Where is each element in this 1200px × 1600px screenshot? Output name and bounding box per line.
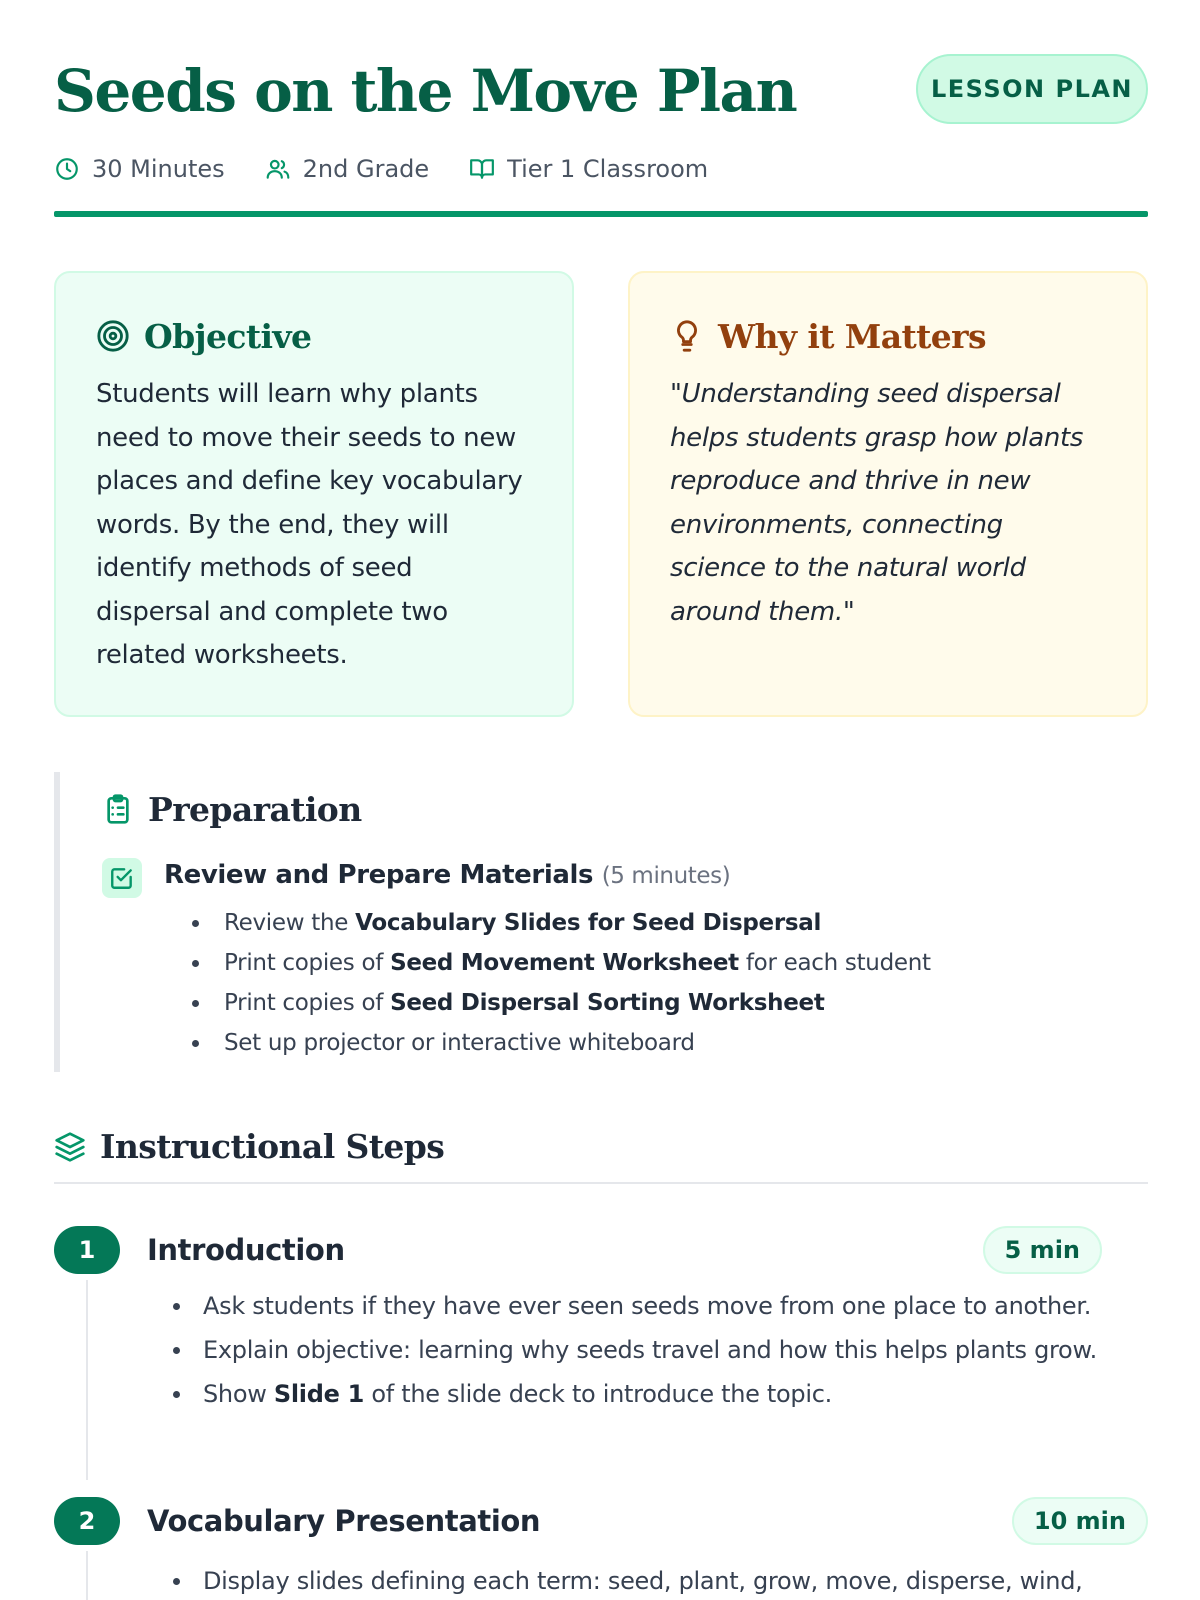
meta-setting-text: Tier 1 Classroom — [507, 155, 709, 183]
book-open-icon — [469, 156, 495, 182]
page-title: Seeds on the Move Plan — [54, 57, 797, 125]
preparation-section — [54, 772, 1148, 1072]
square-check-icon — [109, 865, 135, 891]
instructional-steps-header — [54, 1122, 1148, 1184]
lesson-plan-badge: LESSON PLAN — [916, 54, 1148, 124]
step-list — [147, 1559, 1082, 1600]
lightbulb-icon — [670, 319, 704, 353]
list-item: Print copies of Seed Dispersal Sorting Worksheet — [164, 983, 1148, 1023]
objective-card — [54, 271, 574, 717]
task-checkbox[interactable] — [102, 858, 142, 898]
prep-task-name: Review and Prepare Materials — [164, 860, 594, 890]
step-title: Vocabulary Presentation — [147, 1504, 541, 1538]
list-item: Review the Vocabulary Slides for Seed Dispersal — [164, 903, 1148, 943]
step-connector — [86, 1551, 88, 1600]
step-duration-badge: 10 min — [1012, 1497, 1148, 1545]
step-list — [147, 1284, 1097, 1416]
meta-row — [54, 152, 748, 186]
why-text: "Understanding seed dispersal helps students grasp how plants reproduce and thrive in new environments, connecting science to the natural world around them." — [670, 379, 1084, 627]
meta-grade — [265, 155, 430, 183]
clipboard-list-icon — [102, 793, 134, 825]
header — [54, 52, 1148, 183]
objective-text: Students will learn why plants need to move their seeds to new places and define key vocabulary words. By the end, they will identify methods of seed dispersal and complete two related worksheets. — [96, 379, 523, 670]
list-item: Print copies of Seed Movement Worksheet for each student — [164, 943, 1148, 983]
list-item: Explain objective: learning why seeds travel and how this helps plants grow. — [147, 1328, 1097, 1372]
why-header — [670, 311, 1106, 361]
list-item: Display slides defining each term: seed, plant, grow, move, disperse, wind, — [147, 1559, 1082, 1600]
prep-task-duration: (5 minutes) — [601, 863, 731, 889]
step-number: 2 — [54, 1497, 120, 1545]
instructional-steps-title: Instructional Steps — [100, 1127, 445, 1166]
header-divider — [54, 211, 1148, 217]
list-item: Show Slide 1 of the slide deck to introduce the topic. — [147, 1372, 1097, 1416]
target-icon — [96, 319, 130, 353]
users-icon — [265, 156, 291, 182]
preparation-header — [102, 784, 1148, 834]
meta-setting — [469, 155, 708, 183]
meta-duration — [54, 155, 225, 183]
step-duration-badge: 5 min — [983, 1226, 1102, 1274]
prep-task-title — [164, 854, 1148, 897]
meta-grade-text: 2nd Grade — [302, 155, 430, 183]
step-connector — [86, 1280, 88, 1480]
list-item: Ask students if they have ever seen seeds move from one place to another. — [147, 1284, 1097, 1328]
lesson-plan-page — [54, 0, 1148, 1600]
prep-task — [102, 854, 1148, 1063]
prep-list — [164, 903, 1148, 1063]
why-it-matters-card — [628, 271, 1148, 717]
step-title: Introduction — [147, 1233, 345, 1267]
preparation-title: Preparation — [148, 789, 362, 829]
step-number: 1 — [54, 1226, 120, 1274]
objective-title: Objective — [144, 316, 312, 356]
clock-icon — [54, 156, 80, 182]
layers-icon — [54, 1131, 86, 1163]
meta-duration-text: 30 Minutes — [92, 155, 225, 183]
why-title: Why it Matters — [718, 316, 986, 356]
list-item: Set up projector or interactive whiteboard — [164, 1023, 1148, 1063]
objective-header — [96, 311, 532, 361]
